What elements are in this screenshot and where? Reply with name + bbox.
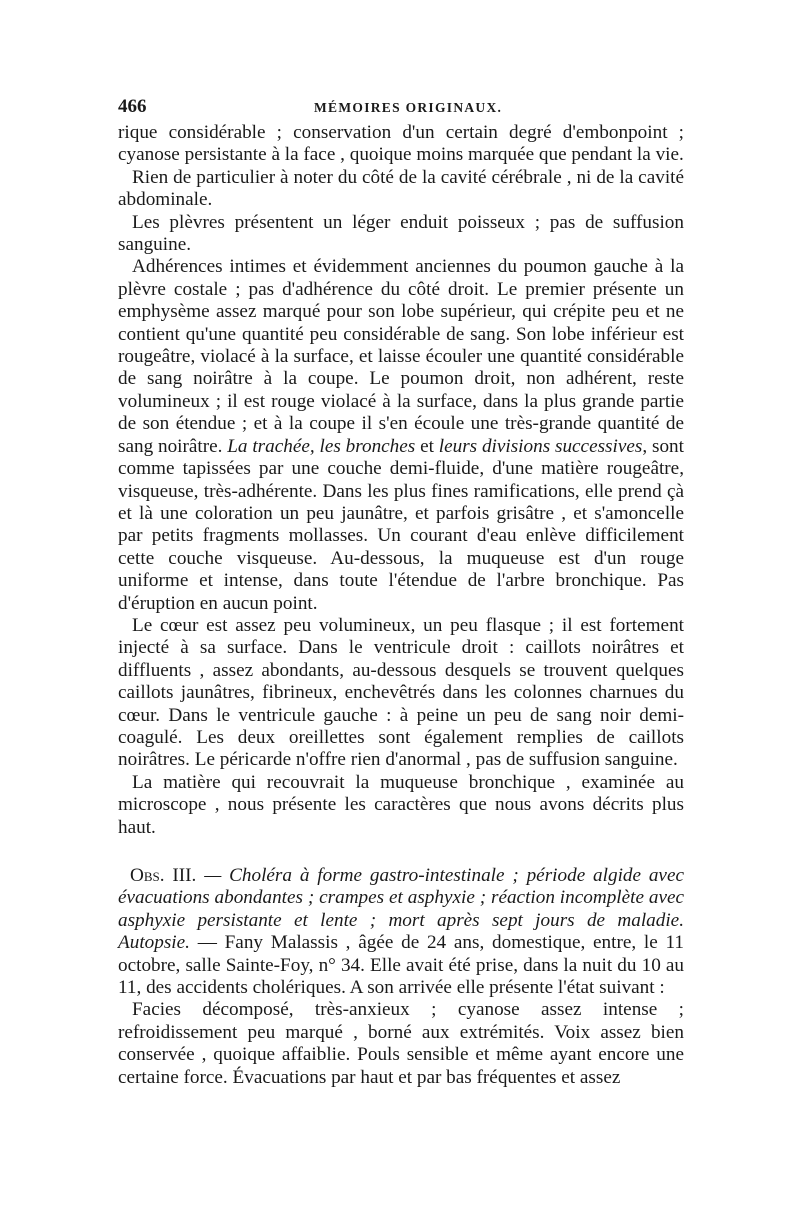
paragraph-text: Facies décomposé, très-anxieux ; cyanose assez intense ; refroidissement peu marqué , borné aux extrémités. Voix assez bien conservée , quoique affaiblie. Pouls sensible et même ayant encore une certaine force. Évacuations par haut et par bas fréquentes et assez: [118, 999, 684, 1088]
italic-term: La trachée, les bronches: [227, 435, 416, 457]
paragraph-text: Le cœur est assez peu volumineux, un peu flasque ; il est fortement injecté à sa surface. Dans le ventricule droit : caillots noirâtres et diffluents , assez abondants, au-dessous desquels se trouvent quelques caillots jaunâtres, fibrineux, enchevêtrés dans les colonnes charnues du cœur. Dans le ventricule gauche : à peine un peu de sang noir demi-coagulé. Les deux oreillettes sont également remplies de caillots noirâtres. Le péricarde n'offre rien d'anormal , pas de suffusion sanguine.: [118, 614, 684, 771]
paragraph-text: , sont comme tapissées par une couche demi-fluide, d'une matière rougeâtre, visqueuse, très-adhérente. Dans les plus fines ramifications, elle prend çà et là une coloration un peu jaunâtre, et parfois grisâtre , et s'amoncelle par petits fragments mollasses. Un courant d'eau enlève difficilement cette couche visqueuse. Au-dessous, la muqueuse est d'un rouge uniforme et intense, dans toute l'étendue de l'arbre bronchique. Pas d'éruption en aucun point.: [118, 435, 684, 614]
paragraph: [118, 256, 684, 615]
paragraph: [118, 772, 684, 839]
observation-label: Obs. III.: [130, 865, 197, 886]
paragraph-text: Rien de particulier à noter du côté de la cavité cérébrale , ni de la cavité abdominale.: [118, 166, 684, 211]
observation-text: — Fany Malassis , âgée de 24 ans, domestique, entre, le 11 octobre, salle Sainte-Foy, n° 34. Elle avait été prise, dans la nuit du 10 au 11, des accidents cholériques. A son arrivée elle présente l'état suivant :: [118, 932, 684, 999]
paragraph-text: et: [415, 435, 439, 457]
paragraph: [118, 615, 684, 772]
paragraph-text: Adhérences intimes et évidemment anciennes du poumon gauche à la plèvre costale ; pas d'adhérence du côté droit. Le premier présente un emphysème assez marqué pour son lobe supérieur, qui crépite peu et ne contient qu'une quantité peu considérable de sang. Son lobe inférieur est rougeâtre, violacé à la surface, et laisse écouler une quantité considérable de sang noirâtre à la coupe. Le poumon droit, non adhérent, reste volumineux ; il est rouge violacé à la surface, dans la plus grande partie de son étendue ; et à la coupe il s'en écoule une très-grande quantité de sang noirâtre.: [118, 256, 684, 457]
body-text: [118, 122, 684, 1089]
paragraph-text: Les plèvres présentent un léger enduit poisseux ; pas de suffusion sanguine.: [118, 211, 684, 256]
running-head: MÉMOIRES ORIGINAUX.: [314, 100, 503, 115]
paragraph-text: La matière qui recouvrait la muqueuse bronchique , examinée au microscope , nous présente les caractères que nous avons décrits plus haut.: [118, 771, 684, 838]
paragraph: [118, 167, 684, 212]
page-number: 466: [118, 96, 147, 117]
paragraph-text: rique considérable ; conservation d'un certain degré d'embonpoint ; cyanose persistante à la face , quoique moins marquée que pendant la vie.: [118, 122, 684, 166]
italic-term: leurs divisions successives: [438, 435, 643, 457]
page-header: [118, 96, 684, 122]
paragraph: [118, 122, 684, 167]
paragraph: [118, 999, 684, 1089]
observation-paragraph: [118, 865, 684, 999]
paragraph: [118, 212, 684, 257]
observation-title: — Choléra à forme gastro-intestinale ; période algide avec évacuations abondantes ; crampes et asphyxie ; réaction incomplète avec asphyxie persistante et lente ; mort après sept jours de maladie. Autopsie.: [118, 865, 684, 954]
